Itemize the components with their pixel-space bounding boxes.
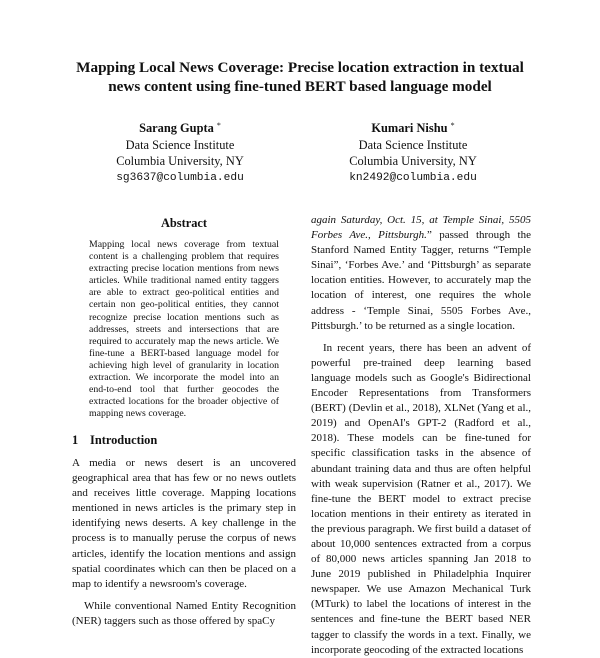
intro-paragraph-1: A media or news desert is an uncovered geographical area that has few or no news outlets and receives little coverage. Mapping locations mentioned in news articles is the primary step in identifying news deserts. A key challenge in the process is to manually peruse the corpus of news articles, identify the location mentions and assign spatial coordinates which can then be placed on a map to identify a newsroom's coverage.: [72, 457, 296, 590]
intro-paragraph-2: While conventional Named Entity Recognition (NER) taggers such as those offered by spaCy: [72, 599, 296, 627]
example-quote: again Saturday, Oct. 15, at Temple Sinai, 5505 Forbes Ave., Pittsburgh.: [311, 214, 531, 242]
author-affiliation: Data Science Institute: [125, 137, 235, 152]
example-explanation: ” passed through the Stanford Named Entity Tagger, returns “Temple Sinai”, ‘Forbes Ave.’ and ‘Pittsburgh’ as separate location entities. However, to accurately map the location of interest, one requires the whole address - ‘Temple Sinai, 5505 Forbes Ave., Pittsburgh.’ to be returned as a single location.: [311, 229, 531, 332]
title-line-2: news content using fine-tuned BERT based language model: [108, 78, 492, 95]
section-number: 1: [72, 433, 79, 447]
author-affiliation: Data Science Institute: [358, 137, 468, 152]
author-email: sg3637@columbia.edu: [116, 171, 244, 184]
abstract-heading: Abstract: [160, 216, 208, 230]
left-column-body: [72, 456, 296, 629]
paper-title: [40, 58, 560, 96]
section-heading-introduction: [72, 433, 157, 448]
right-paragraph-2: In recent years, there has been an advent of powerful pre-trained deep learning based language models such as Google's Bidirectional Encoder Representations from Transformers (BERT) (Devlin et al., 2018), XLNet (Yang et al., 2019) and OpenAI's GPT-2 (Radford et al., 2018). These models can be fine-tuned for specific classification tasks in the absence of abundant training data and thus are often helpful with weak supervision (Ratner et al., 2017). We fine-tune the BERT model to extract precise location mentions in their entirety as iterated in the previous paragraph. We first build a dataset of about 10,000 sentences extracted from a corpus of 80,000 news articles spanning Jan 2018 to June 2019 published in Philadelphia Inquirer newspaper. We use Amazon Mechanical Turk (MTurk) to label the locations of interest in the sentences and fine-tune the BERT based NER tagger to classify the words in a text. Finally, we incorporate geocoding of the extracted locations: [311, 341, 531, 656]
author-block-1: [80, 118, 280, 186]
author-email: kn2492@columbia.edu: [349, 171, 477, 184]
author-name: Sarang Gupta *: [139, 121, 221, 135]
section-title: Introduction: [90, 433, 158, 447]
right-column-body: [311, 213, 531, 658]
right-paragraph-1: [311, 213, 531, 334]
author-university: Columbia University, NY: [349, 154, 477, 169]
author-university: Columbia University, NY: [116, 154, 244, 169]
abstract-body: Mapping local news coverage from textual content is a challenging problem that requires extracting precise location mentions from news articles. While traditional named entity taggers are able to extract geo-political entities and certain non geo-political entities, they cannot recognize precise location mentions such as addresses, streets and intersections that are required to accurately map the news article. We fine-tune a BERT-based language model for achieving high level of granularity in location extraction. We incorporate the model into an end-to-end tool that further geocodes the extracted locations for the broader objective of mapping news coverage.: [89, 239, 279, 420]
author-footnote-mark: *: [450, 121, 455, 130]
author-name: Kumari Nishu *: [371, 121, 455, 135]
author-block-2: [313, 118, 513, 186]
title-line-1: Mapping Local News Coverage: Precise location extraction in textual: [76, 59, 524, 76]
author-footnote-mark: *: [216, 121, 221, 130]
